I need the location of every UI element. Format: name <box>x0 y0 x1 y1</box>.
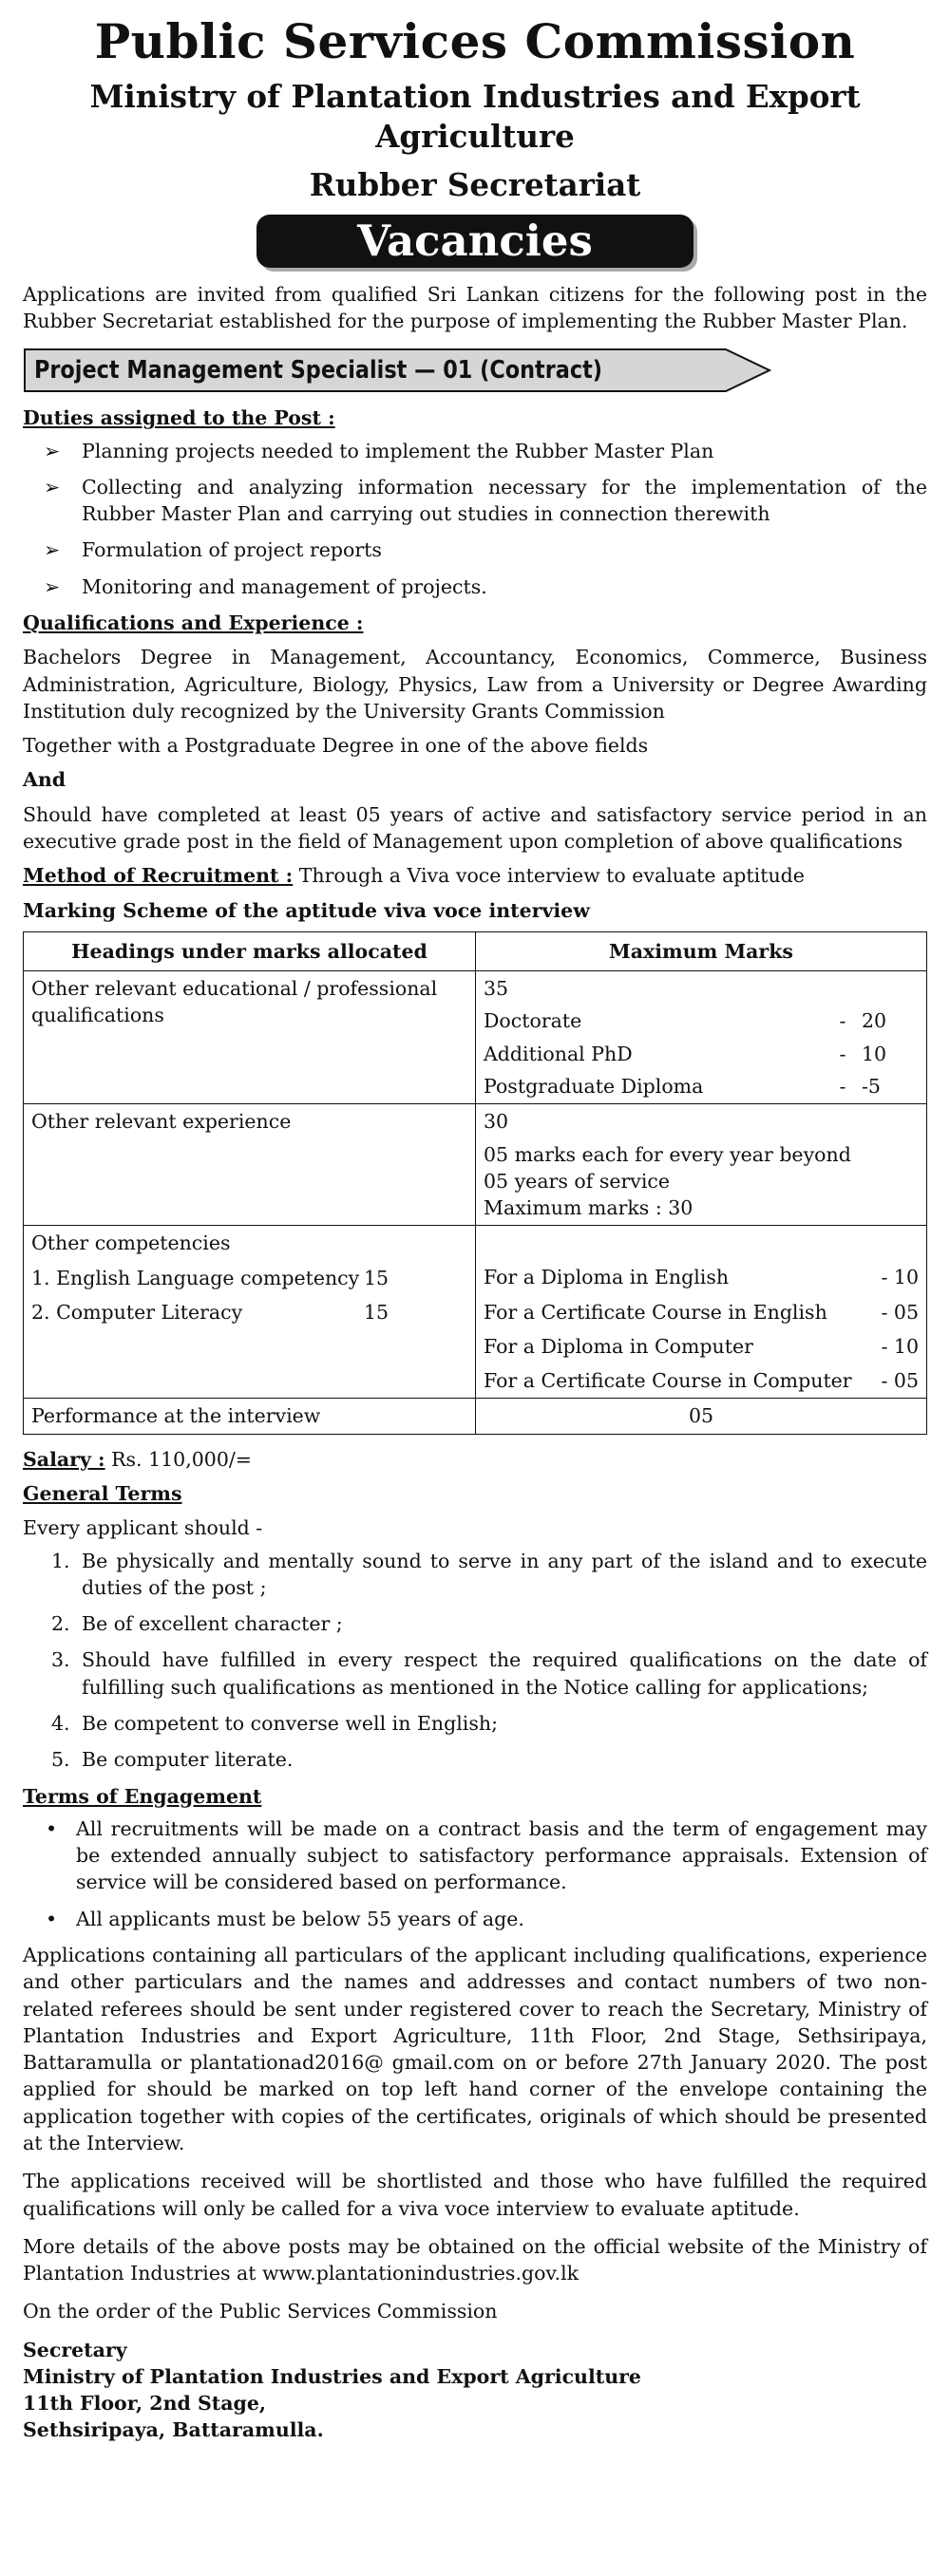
table-cell: 05 <box>476 1399 927 1434</box>
department-title: Rubber Secretariat <box>309 165 641 203</box>
mark-item: Postgraduate Diploma - -5 <box>484 1074 881 1098</box>
competency-mark: For a Diploma in English - 10 <box>484 1266 919 1289</box>
table-cell <box>476 1226 927 1399</box>
ministry-title: Ministry of Plantation Industries and Export Agriculture <box>89 78 861 156</box>
signature-block <box>23 2337 927 2444</box>
table-row <box>24 1399 927 1434</box>
table-cell <box>476 1104 927 1226</box>
list-item: • All applicants must be below 55 years of age. <box>23 1906 927 1932</box>
general-terms-list <box>23 1548 927 1774</box>
table-cell <box>24 971 476 1104</box>
qualifications-heading: Qualifications and Experience : <box>23 611 364 634</box>
table-cell: Other relevant experience <box>24 1104 476 1226</box>
mark-item: Additional PhD - 10 <box>484 1042 887 1065</box>
list-item <box>23 438 927 464</box>
recruitment-heading: Method of Recruitment : <box>23 864 294 888</box>
signature-ministry: Ministry of Plantation Industries and Export Agriculture <box>23 2364 641 2388</box>
table-cell <box>476 971 927 1104</box>
post-title: Project Management Specialist — 01 (Contract) <box>34 356 603 385</box>
signature-address: 11th Floor, 2nd Stage, <box>23 2392 267 2416</box>
marking-heading: Marking Scheme of the aptitude viva voce interview <box>23 898 590 922</box>
bullet-icon: • <box>46 1816 58 1840</box>
duties-heading: Duties assigned to the Post : <box>23 406 335 430</box>
arrow-bullet-icon: ➢ <box>44 439 61 462</box>
engagement-list <box>23 1815 927 1932</box>
signature-address: Sethsiripaya, Battaramulla. <box>23 2418 324 2442</box>
competency-mark: For a Diploma in Computer - 10 <box>484 1334 919 1358</box>
general-terms-heading: General Terms <box>23 1482 182 1506</box>
list-item: 2. Be of excellent character ; <box>51 1612 343 1636</box>
column-header: Headings under marks allocated <box>24 931 476 970</box>
arrow-bullet-icon: ➢ <box>44 475 61 498</box>
order-note: On the order of the Public Services Commission <box>23 2300 498 2323</box>
row-total: 30 <box>484 1110 509 1134</box>
website-note: More details of the above posts may be obtained on the official website of the Ministry of Plantation Industries at www.plantationindustries.gov.lk <box>23 2234 927 2285</box>
competency-item: 1. English Language competency 15 <box>31 1266 390 1289</box>
list-item <box>23 474 927 528</box>
vacancies-banner: Vacancies <box>256 215 694 268</box>
list-item: 4. Be competent to converse well in English; <box>51 1712 498 1735</box>
engagement-heading: Terms of Engagement <box>23 1784 262 1808</box>
banner-wrap <box>23 215 927 268</box>
qualifications-degree: Bachelors Degree in Management, Accountancy, Economics, Commerce, Business Administration, Agriculture, Biology, Physics, Law from a University or Degree Awarding Institution duly recognized by the University Grants Commission <box>23 646 927 723</box>
exp-note: 05 marks each for every year beyond <box>484 1142 851 1166</box>
row-label: Other competencies <box>31 1232 231 1255</box>
duty-text: Collecting and analyzing information necessary for the implementation of the Rubber Master Plan and carrying out studies in connection therewith <box>82 475 927 526</box>
column-header: Maximum Marks <box>476 931 927 970</box>
post-title-arrow <box>23 348 927 393</box>
table-row <box>24 971 927 1104</box>
shortlist-note: The applications received will be shortlisted and those who have fulfilled the required qualifications will only be called for a viva voce interview to evaluate aptitude. <box>23 2170 927 2220</box>
duties-list <box>23 438 927 600</box>
table-header-row <box>24 931 927 970</box>
signature-title: Secretary <box>23 2338 127 2361</box>
salary-text: Rs. 110,000/= <box>104 1447 252 1471</box>
list-item <box>23 573 927 600</box>
list-item: • All recruitments will be made on a contract basis and the term of engagement may be extended annually subject to satisfactory performance appraisals. Extension of service will be considered based on performance. <box>46 1816 927 1894</box>
salary-heading: Salary : <box>23 1447 105 1471</box>
application-instructions: Applications containing all particulars of the applicant including qualifications, experience and other particulars and the names and addresses and contact numbers of two non-related referees should be sent under registered cover to reach the Secretary, Ministry of Plantation Industries and Export Agriculture, 11th Floor, 2nd Stage, Sethsiripaya, Battaramulla or plantationad2016@ gmail.com on or before 27th January 2020. The post applied for should be marked on top left hand corner of the envelope containing the application together with copies of the certificates, originals of which should be presented at the Interview. <box>23 1943 927 2154</box>
duty-text: Monitoring and management of projects. <box>82 574 487 598</box>
row-label: Other relevant educational / professional qualifications <box>31 977 438 1027</box>
table-row <box>24 1226 927 1399</box>
general-terms-lead: Every applicant should - <box>23 1516 263 1540</box>
arrow-bullet-icon: ➢ <box>44 574 61 598</box>
qualifications-and: And <box>23 768 66 792</box>
competency-mark: For a Certificate Course in English - 05 <box>484 1300 919 1324</box>
recruitment-text: Through a Viva voce interview to evaluate aptitude <box>293 864 805 888</box>
row-total: 35 <box>484 977 509 1001</box>
intro-paragraph: Applications are invited from qualified Sri Lankan citizens for the following post in the Rubber Secretariat established for the purpose of implementing the Rubber Master Plan. <box>23 282 927 333</box>
table-cell: Performance at the interview <box>24 1399 476 1434</box>
competency-mark: For a Certificate Course in Computer - 05 <box>484 1369 919 1393</box>
exp-note: 05 years of service <box>484 1169 671 1193</box>
table-cell <box>24 1226 476 1399</box>
marking-table <box>23 931 927 1435</box>
arrow-bullet-icon: ➢ <box>44 538 61 562</box>
salary-line <box>23 1446 927 1473</box>
table-row <box>24 1104 927 1226</box>
qualifications-postgrad: Together with a Postgraduate Degree in one of the above fields <box>23 734 649 758</box>
list-item: 1. Be physically and mentally sound to serve in any part of the island and to execute duties of the post ; <box>51 1549 927 1599</box>
list-item: 5. Be computer literate. <box>51 1748 294 1772</box>
mark-item: Doctorate - 20 <box>484 1009 887 1033</box>
exp-note: Maximum marks : 30 <box>484 1196 694 1220</box>
list-item: 3. Should have fulfilled in every respect the required qualifications on the date of fulfilling such qualifications as mentioned in the Notice calling for applications; <box>51 1648 927 1699</box>
duty-text: Planning projects needed to implement the Rubber Master Plan <box>82 439 714 462</box>
recruitment-line <box>23 862 927 889</box>
competency-item: 2. Computer Literacy 15 <box>31 1300 390 1324</box>
bullet-icon: • <box>46 1907 58 1930</box>
list-item <box>23 536 927 563</box>
qualifications-service: Should have completed at least 05 years of active and satisfactory service period in an executive grade post in the field of Management upon completion of above qualifications <box>23 802 927 853</box>
commission-title: Public Services Commission <box>94 13 856 69</box>
duty-text: Formulation of project reports <box>82 538 382 562</box>
